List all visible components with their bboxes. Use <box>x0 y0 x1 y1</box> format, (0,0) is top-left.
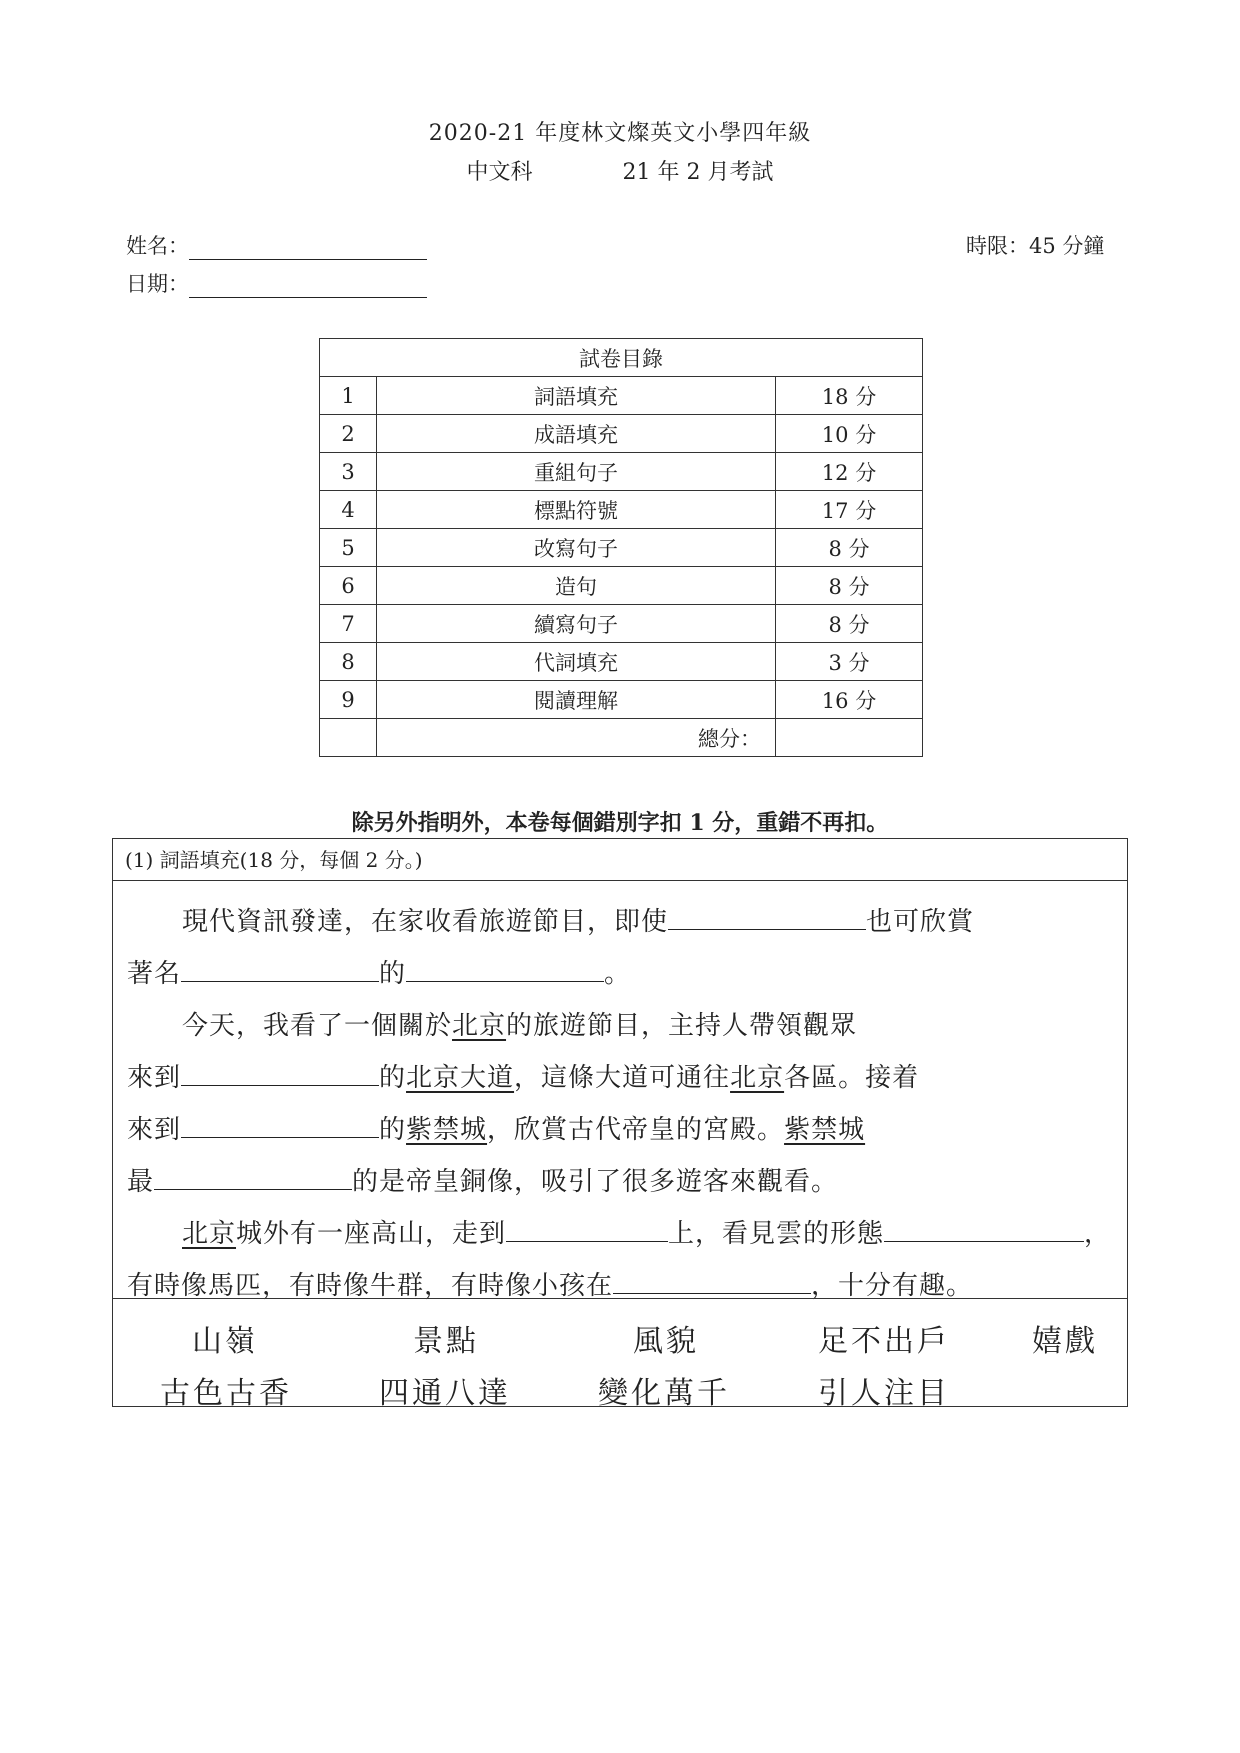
table-row <box>320 491 923 529</box>
name-line[interactable] <box>189 239 427 260</box>
table-row <box>320 529 923 567</box>
passage-text: 的是帝皇銅像，吸引了很多遊客來觀看。 <box>352 1167 839 1197</box>
word-bank-item: 山嶺 <box>192 1324 258 1359</box>
table-row <box>320 415 923 453</box>
section-number: 6 <box>320 567 377 605</box>
total-label: 總分： <box>377 719 776 757</box>
passage-line-4 <box>127 1057 919 1094</box>
table-row <box>320 377 923 415</box>
table-row <box>320 567 923 605</box>
passage-text: 今天，我看了一個關於 <box>182 1011 453 1041</box>
paper-contents-table <box>319 338 923 757</box>
passage-text: 著名 <box>127 959 182 989</box>
passage-line-7 <box>182 1213 1111 1250</box>
passage-line-2 <box>127 953 631 990</box>
section-name: 詞語填充 <box>377 377 776 415</box>
total-empty-cell <box>320 719 377 757</box>
section-name: 改寫句子 <box>377 529 776 567</box>
section-score: 8 分 <box>776 567 923 605</box>
passage-text: ，這條大道可通往 <box>514 1063 731 1093</box>
fill-blank-6[interactable] <box>154 1165 352 1190</box>
section-number: 2 <box>320 415 377 453</box>
section-name: 閱讀理解 <box>377 681 776 719</box>
section-number: 3 <box>320 453 377 491</box>
proper-noun-beijing-avenue: 北京大道 <box>406 1063 515 1093</box>
section-name: 成語填充 <box>377 415 776 453</box>
word-bank-item: 景點 <box>413 1324 479 1359</box>
section-name: 造句 <box>377 567 776 605</box>
section-number: 9 <box>320 681 377 719</box>
date-line[interactable] <box>189 277 427 298</box>
section-score: 10 分 <box>776 415 923 453</box>
passage-text: 各區。接着 <box>784 1063 920 1093</box>
word-bank-item: 引人注目 <box>818 1376 950 1411</box>
section-score: 8 分 <box>776 605 923 643</box>
section-score: 8 分 <box>776 529 923 567</box>
passage-text: ， <box>1084 1219 1112 1249</box>
fill-blank-8[interactable] <box>884 1217 1084 1242</box>
passage-text: ，十分有趣。 <box>811 1271 974 1301</box>
passage-text: 也可欣賞 <box>866 907 975 937</box>
total-row <box>320 719 923 757</box>
passage-text: 城外有一座高山，走到 <box>236 1219 507 1249</box>
proper-noun-forbidden-city: 紫禁城 <box>406 1115 488 1145</box>
table-row <box>320 453 923 491</box>
fill-blank-5[interactable] <box>181 1113 379 1138</box>
fill-blank-3[interactable] <box>406 957 604 982</box>
section-score: 18 分 <box>776 377 923 415</box>
table-title: 試卷目錄 <box>320 339 923 377</box>
passage-text: 。 <box>604 959 632 989</box>
fill-blank-1[interactable] <box>668 905 866 930</box>
word-bank-item: 四通八達 <box>379 1376 511 1411</box>
passage-text: 上，看見雲的形態 <box>668 1219 885 1249</box>
word-bank-item: 變化萬千 <box>598 1376 730 1411</box>
passage-text: ，欣賞古代帝皇的宮殿。 <box>487 1115 785 1145</box>
passage-text: 的旅遊節目，主持人帶領觀眾 <box>506 1011 858 1041</box>
section-number: 4 <box>320 491 377 529</box>
section-name: 重組句子 <box>377 453 776 491</box>
exam-title: 2020-21 年度林文燦英文小學四年級 <box>428 121 812 146</box>
passage-text: 的 <box>379 959 407 989</box>
fill-blank-7[interactable] <box>506 1217 668 1242</box>
fill-blank-9[interactable] <box>613 1269 811 1294</box>
section-score: 12 分 <box>776 453 923 491</box>
passage-line-5 <box>127 1109 865 1146</box>
word-bank-item: 風貌 <box>633 1324 699 1359</box>
question-1-box <box>112 838 1128 1411</box>
passage-text: 的 <box>379 1115 407 1145</box>
section-name: 代詞填充 <box>377 643 776 681</box>
word-bank-item: 古色古香 <box>160 1376 292 1411</box>
fill-blank-2[interactable] <box>181 957 379 982</box>
passage-text: 現代資訊發達，在家收看旅遊節目，即使 <box>182 907 669 937</box>
proper-noun-beijing: 北京 <box>730 1063 785 1093</box>
passage-text: 來到 <box>127 1063 182 1093</box>
passage-line-6 <box>127 1161 838 1198</box>
proper-noun-beijing: 北京 <box>182 1219 237 1249</box>
passage-text: 來到 <box>127 1115 182 1145</box>
proper-noun-beijing: 北京 <box>452 1011 507 1041</box>
total-score-cell[interactable] <box>776 719 923 757</box>
subject-label: 中文科 <box>466 160 533 185</box>
name-label: 姓名： <box>126 234 189 258</box>
fill-blank-4[interactable] <box>181 1061 379 1086</box>
time-limit: 時限：45 分鐘 <box>966 234 1105 258</box>
section-score: 16 分 <box>776 681 923 719</box>
passage-text: 最 <box>127 1167 155 1197</box>
section-number: 1 <box>320 377 377 415</box>
section-number: 7 <box>320 605 377 643</box>
name-field[interactable] <box>126 230 427 260</box>
table-row <box>320 681 923 719</box>
table-row <box>320 643 923 681</box>
section-score: 3 分 <box>776 643 923 681</box>
exam-date-label: 21 年 2 月考試 <box>622 160 774 185</box>
exam-subtitle <box>0 155 1240 186</box>
passage-line-1 <box>182 901 974 938</box>
section-name: 續寫句子 <box>377 605 776 643</box>
passage-line-8 <box>127 1265 973 1302</box>
proper-noun-forbidden-city: 紫禁城 <box>784 1115 866 1145</box>
section-number: 5 <box>320 529 377 567</box>
table-title-row <box>320 339 923 377</box>
word-bank-item: 足不出戶 <box>818 1324 950 1359</box>
passage-text: 的 <box>379 1063 407 1093</box>
passage-line-3 <box>182 1005 857 1042</box>
section-score: 17 分 <box>776 491 923 529</box>
table-row <box>320 605 923 643</box>
date-label: 日期： <box>126 272 189 296</box>
deduction-notice: 除另外指明外，本卷每個錯別字扣 1 分，重錯不再扣。 <box>351 810 889 836</box>
date-field[interactable] <box>126 268 427 298</box>
word-bank-item: 嬉戲 <box>1032 1324 1098 1359</box>
section-name: 標點符號 <box>377 491 776 529</box>
question-1-heading: (1) 詞語填充(18 分，每個 2 分。) <box>113 839 1127 881</box>
section-number: 8 <box>320 643 377 681</box>
passage-text: 有時像馬匹，有時像牛群，有時像小孩在 <box>127 1271 614 1301</box>
word-bank-divider <box>113 1298 1127 1299</box>
